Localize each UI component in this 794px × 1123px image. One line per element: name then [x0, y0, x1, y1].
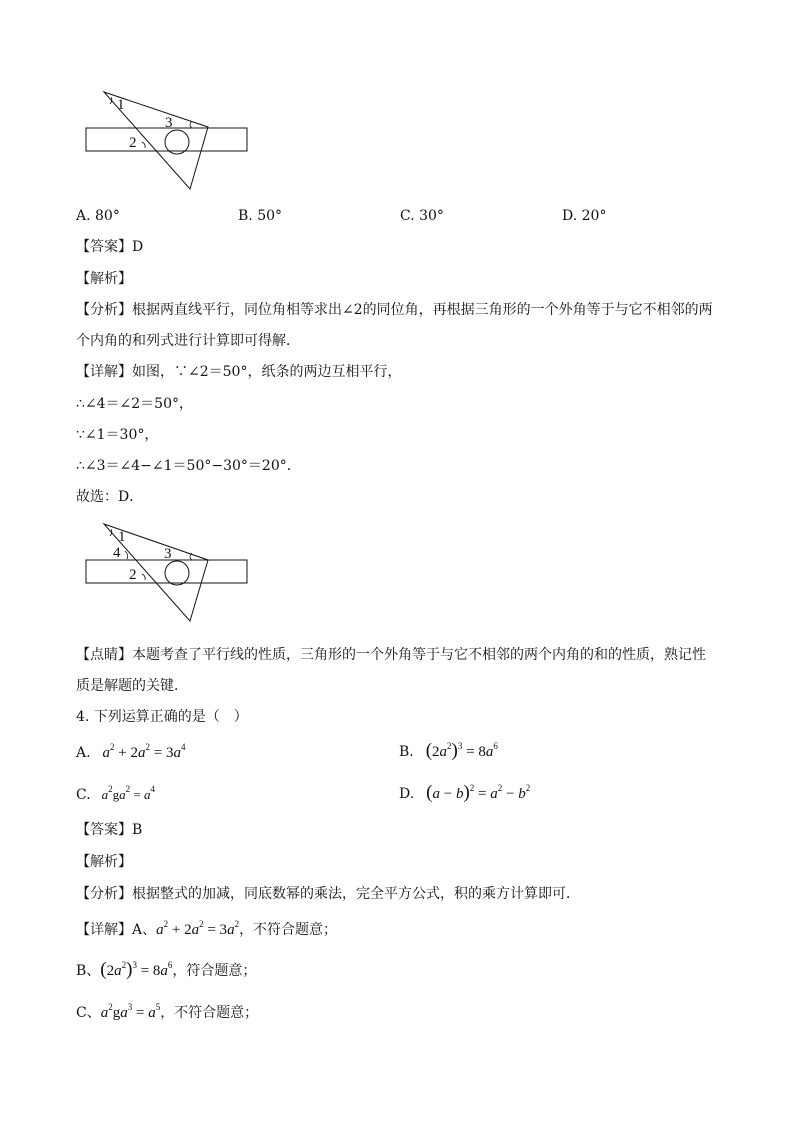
q4-detail-c — [76, 1003, 258, 1023]
q4-option-b[interactable] — [399, 741, 498, 762]
q3-option-c[interactable]: C. 30° — [400, 208, 444, 224]
q4-option-a-letter: A. — [76, 745, 91, 761]
circle — [165, 130, 189, 154]
angle-label-3: 3 — [164, 546, 172, 562]
q3-detail-line-5: 故选：D． — [76, 489, 144, 505]
angle-label-2: 2 — [129, 567, 137, 583]
q3-detail-line-3: ∵∠1＝30°， — [76, 427, 159, 443]
q4-detail-b-prefix: B、 — [76, 963, 101, 979]
q3-dianjing-line-1: 【点睛】本题考查了平行线的性质，三角形的一个外角等于与它不相邻的两个内角的和的性质，熟记性 — [76, 647, 706, 663]
q3-fenxi-line-2: 个内角的和列式进行计算即可得解． — [76, 333, 300, 349]
q3-detail-line-2: ∴∠4＝∠2＝50°， — [76, 396, 193, 412]
q4-option-a-formula: $a^2 + 2a^2 = 3a^4$ — [95, 742, 186, 761]
q4-fenxi: 【分析】根据整式的加减，同底数幂的乘法，完全平方公式，积的乘方计算即可． — [76, 886, 580, 902]
q4-detail-b-formula: $(2a^2)^3 = 8a^6$ — [100, 959, 173, 980]
angle-label-2: 2 — [129, 135, 137, 151]
angle-label-4: 4 — [113, 545, 121, 561]
q4-option-c[interactable] — [76, 785, 155, 805]
q4-detail-a-prefix: 【详解】A、 — [76, 922, 157, 938]
q4-detail-b — [76, 960, 256, 981]
q3-analysis-title: 【解析】 — [76, 271, 132, 287]
angle-label-1: 1 — [118, 529, 126, 545]
q3-detail-line-4: ∴∠3＝∠4−∠1＝50°−30°＝20°． — [76, 458, 301, 474]
q3-answer: 【答案】D — [76, 239, 144, 255]
q4-option-d[interactable] — [399, 783, 530, 804]
q4-answer: 【答案】B — [76, 822, 143, 838]
q3-dianjing-line-2: 质是解题的关键． — [76, 678, 188, 694]
q4-option-d-formula: $(a - b)^2 = a^2 - b^2$ — [426, 782, 531, 803]
q4-detail-b-suffix: ，符合题意； — [172, 963, 257, 979]
triangle-strip-figure-1 — [80, 85, 260, 195]
q3-option-d[interactable]: D. 20° — [562, 208, 607, 224]
angle-label-3: 3 — [165, 115, 173, 131]
angle-2-arc — [142, 574, 145, 580]
q4-detail-c-prefix: C、 — [76, 1005, 101, 1021]
q4-analysis-title: 【解析】 — [76, 854, 132, 870]
q4-option-b-formula: $(2a^2)^3 = 8a^6$ — [425, 740, 498, 761]
q4-detail-a — [76, 920, 337, 940]
q4-option-d-letter: D. — [399, 786, 415, 802]
q4-option-c-formula: $a^2ga^2 = a^4$ — [95, 784, 155, 802]
q4-option-c-letter: C. — [76, 787, 91, 803]
q4-detail-c-suffix: ，不符合题意； — [160, 1005, 259, 1021]
q4-option-a[interactable] — [76, 743, 185, 763]
angle-label-1: 1 — [117, 97, 125, 113]
q4-detail-c-formula: $a^2ga^3 = a^5$ — [100, 1002, 161, 1021]
q4-detail-a-suffix: ，不符合题意； — [239, 922, 338, 938]
q3-fenxi-line-1: 【分析】根据两直线平行，同位角相等求出∠2的同位角，再根据三角形的一个外角等于与它不相邻的两 — [76, 302, 713, 318]
q3-detail-line-1: 【详解】如图，∵∠2＝50°，纸条的两边互相平行， — [76, 364, 402, 380]
angle-3-arc — [190, 121, 192, 128]
q4-stem: 4. 下列运算正确的是（ ） — [76, 709, 248, 725]
angle-2-arc — [142, 142, 145, 148]
angle-4-arc — [125, 551, 128, 559]
q3-option-a[interactable]: A. 80° — [76, 208, 120, 224]
triangle-strip-figure-2 — [80, 518, 260, 628]
q4-option-b-letter: B. — [399, 744, 414, 760]
q3-option-b[interactable]: B. 50° — [238, 208, 283, 224]
circle — [165, 561, 189, 585]
q4-detail-a-formula: $a^2 + 2a^2 = 3a^2$ — [156, 919, 240, 938]
